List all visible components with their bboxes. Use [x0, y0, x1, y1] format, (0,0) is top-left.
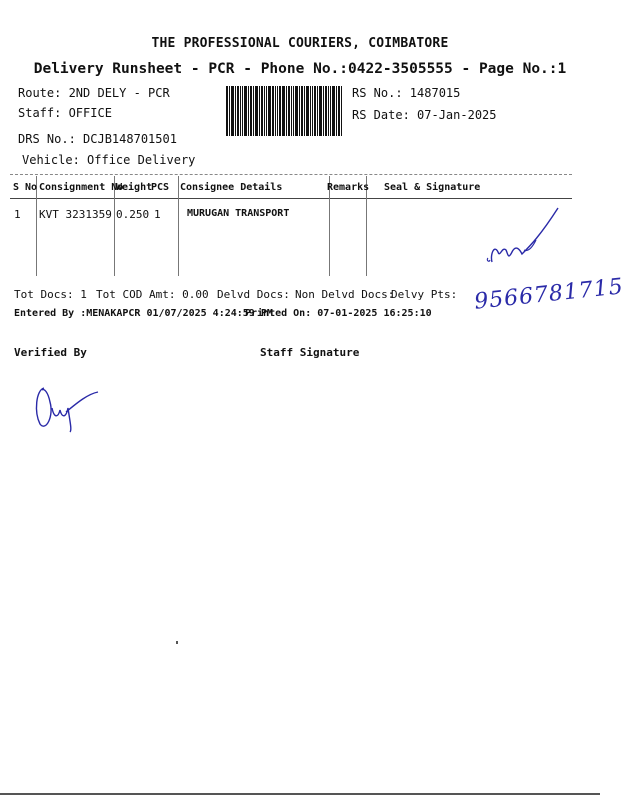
- cell-consignment: KVT 3231359: [39, 208, 112, 221]
- route-label: Route: 2ND DELY - PCR: [18, 86, 170, 100]
- cell-weight: 0.250: [116, 208, 150, 221]
- table-top-rule: [10, 174, 572, 175]
- entered-by: Entered By :MENAKAPCR 01/07/2025 4:24:59 PM: [14, 308, 273, 319]
- delvd-docs: Delvd Docs:: [217, 288, 290, 301]
- tot-cod-amt: Tot COD Amt: 0.00: [96, 288, 209, 301]
- cell-sno: 1: [14, 208, 21, 221]
- table-column-divider: [178, 176, 179, 276]
- column-header-consignee: Consignee Details: [180, 182, 283, 193]
- staff-signature-label: Staff Signature: [260, 346, 360, 359]
- company-title: THE PROFESSIONAL COURIERS, COIMBATORE: [151, 36, 449, 51]
- handwritten-signature-icon: [480, 200, 570, 275]
- drs-number: DRS No.: DCJB148701501: [18, 132, 177, 146]
- tot-docs: Tot Docs: 1: [14, 288, 87, 301]
- vehicle-label: Vehicle: Office Delivery: [22, 153, 196, 167]
- cell-consignee: MURUGAN TRANSPORT: [187, 208, 290, 219]
- non-delvd-docs: Non Delvd Docs:: [295, 288, 395, 301]
- staff-label: Staff: OFFICE: [18, 106, 112, 120]
- rs-date: RS Date: 07-Jan-2025: [352, 108, 497, 122]
- handwritten-verifier-signature-icon: [28, 372, 108, 434]
- column-header-remarks: Remarks: [327, 182, 370, 193]
- runsheet-subtitle: Delivery Runsheet - PCR - Phone No.:0422-3505555 - Page No.:1: [33, 61, 567, 77]
- barcode-image: [226, 86, 342, 136]
- column-header-consignment: Consignment No: [39, 182, 124, 193]
- scan-speck: [176, 641, 178, 644]
- verified-by-label: Verified By: [14, 346, 87, 359]
- column-header-sno: S No: [13, 182, 38, 193]
- printed-on: Printed On: 07-01-2025 16:25:10: [245, 308, 432, 319]
- scan-bottom-edge: [0, 793, 600, 795]
- column-header-weight: Weight: [116, 182, 153, 193]
- cell-pcs: 1: [154, 208, 161, 221]
- column-header-pcs: PCS: [151, 182, 170, 193]
- handwritten-phone-number: 9566781715: [473, 274, 625, 315]
- rs-number: RS No.: 1487015: [352, 86, 461, 100]
- column-header-seal: Seal & Signature: [384, 182, 481, 193]
- delvy-pts: Delvy Pts:: [391, 288, 458, 301]
- table-header-rule: [10, 198, 572, 199]
